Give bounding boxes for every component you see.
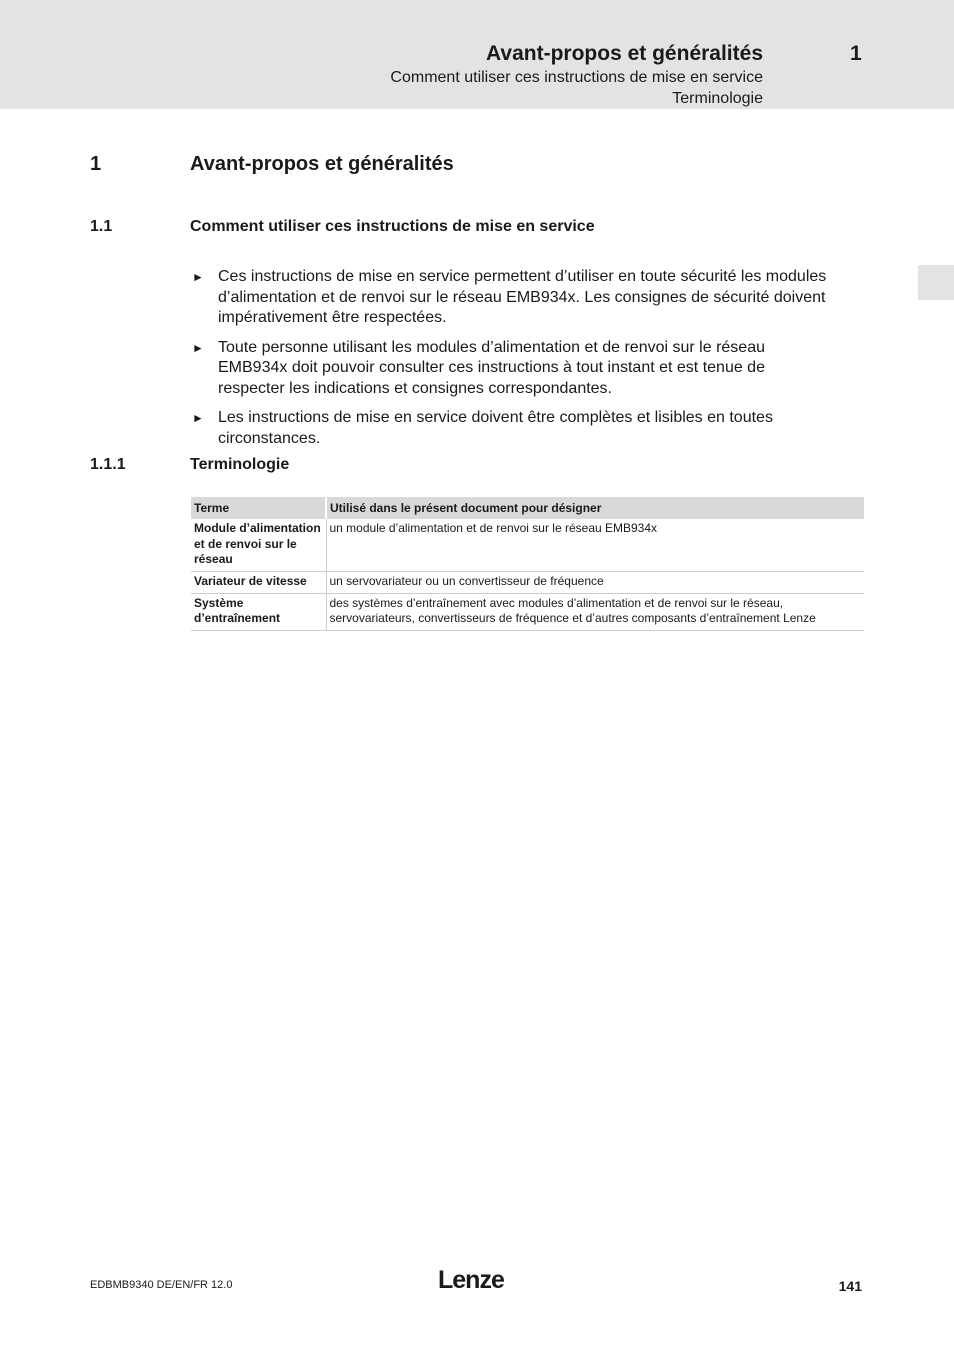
term-cell: Module d’alimentation et de renvoi sur le réseau — [191, 519, 326, 572]
column-header-term: Terme — [191, 497, 326, 519]
list-item — [190, 408, 830, 449]
header-band — [0, 0, 954, 109]
definition-cell: un module d’alimentation et de renvoi sur le réseau EMB934x — [326, 519, 864, 572]
triangle-bullet-icon: ► — [192, 340, 204, 355]
list-item-text: Ces instructions de mise en service permettent d’utiliser en toute sécurité les modules d’alimentation et de renvoi sur le réseau EMB934x. Les consignes de sécurité doivent impérativement être respectées. — [218, 268, 827, 326]
header-subtitle-terminology: Terminologie — [672, 90, 763, 107]
page-number: 141 — [838, 1278, 862, 1294]
bullet-list — [190, 267, 830, 458]
lenze-logo: Lenze — [438, 1266, 504, 1294]
column-header-meaning: Utilisé dans le présent document pour désigner — [326, 497, 864, 519]
section-title: Avant-propos et généralités — [190, 153, 454, 175]
table-row — [191, 572, 864, 594]
subsubsection-title: Terminologie — [190, 456, 290, 473]
definition-cell: des systèmes d’entraînement avec modules d’alimentation et de renvoi sur le réseau, servovariateurs, convertisseurs de fréquence et d’autres composants d’entraînement Lenze — [326, 593, 864, 630]
triangle-bullet-icon: ► — [192, 411, 204, 425]
section-number: 1 — [90, 153, 102, 175]
subsubsection-number: 1.1.1 — [90, 456, 126, 473]
table-row — [191, 519, 864, 572]
table-row — [191, 593, 864, 630]
table-header-row — [191, 497, 864, 519]
term-cell: Système d’entraînement — [191, 593, 326, 630]
document-id: EDBMB9340 DE/EN/FR 12.0 — [90, 1279, 233, 1291]
chapter-side-tab — [918, 265, 954, 300]
list-item-text: Toute personne utilisant les modules d’alimentation et de renvoi sur le réseau EMB934x doit pouvoir consulter ces instructions à tout instant et est tenue de respecter les indications et consignes correspondantes. — [218, 338, 765, 397]
header-title: Avant-propos et généralités — [486, 42, 763, 65]
triangle-bullet-icon: ► — [192, 270, 204, 284]
term-cell: Variateur de vitesse — [191, 572, 326, 594]
list-item — [190, 338, 830, 400]
header-chapter-number: 1 — [850, 42, 862, 65]
list-item — [190, 267, 830, 329]
terminology-table — [191, 497, 864, 631]
definition-cell: un servovariateur ou un convertisseur de fréquence — [326, 572, 864, 594]
header-subtitle: Comment utiliser ces instructions de mise en service — [390, 69, 763, 86]
subsection-title: Comment utiliser ces instructions de mise en service — [190, 218, 595, 235]
list-item-text: Les instructions de mise en service doivent être complètes et lisibles en toutes circonstances. — [218, 409, 773, 447]
subsection-number: 1.1 — [90, 218, 113, 235]
